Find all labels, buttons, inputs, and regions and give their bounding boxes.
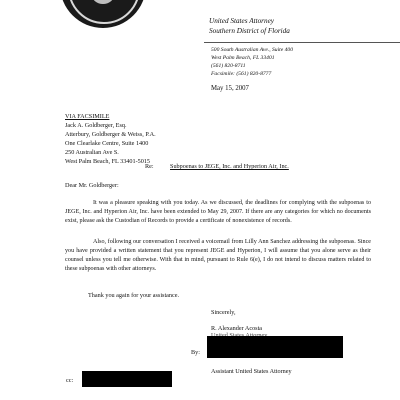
closing-line: Thank you again for your assistance. bbox=[88, 292, 180, 299]
address-line2: West Palm Beach, FL 33401 bbox=[211, 55, 275, 61]
assistant-title: Assistant United States Attorney bbox=[211, 368, 292, 375]
recipient-name: Jack A. Goldberger, Esq. bbox=[65, 122, 127, 129]
delivery-method: VIA FACSIMILE bbox=[65, 113, 110, 120]
address-line1: 500 South Australian Ave., Suite 400 bbox=[211, 47, 293, 53]
address-fax: Facsimile: (561) 820-8777 bbox=[211, 71, 272, 77]
salutation: Dear Mr. Goldberger: bbox=[65, 182, 119, 189]
cc-label: cc: bbox=[66, 377, 74, 384]
address-phone: (561) 820-8711 bbox=[211, 63, 246, 69]
subject-label: Re: bbox=[145, 163, 154, 170]
by-label: By: bbox=[191, 349, 200, 356]
letterhead-office bbox=[209, 16, 290, 36]
department-seal bbox=[60, 0, 146, 28]
recipient-firm: Atterbury, Goldberger & Weiss, P.A. bbox=[65, 131, 156, 138]
subject-line: Subpoenas to JEGE, Inc. and Hyperion Air, Inc. bbox=[170, 163, 289, 170]
valediction: Sincerely, bbox=[211, 309, 236, 316]
letterhead-divider bbox=[204, 42, 400, 43]
cc-redaction bbox=[82, 371, 172, 387]
letterhead-office-line2: Southern District of Florida bbox=[209, 27, 290, 35]
office-address bbox=[211, 46, 293, 78]
recipient-block bbox=[65, 112, 156, 166]
letter-date: May 15, 2007 bbox=[211, 85, 249, 92]
signature-redaction bbox=[207, 336, 343, 358]
recipient-street: 250 Australian Ave S. bbox=[65, 149, 119, 156]
letterhead-office-line1: United States Attorney bbox=[209, 17, 274, 25]
body-paragraph-2: Also, following our conversation I received a voicemail from Lilly Ann Sanchez addressing the subpoenas. Since you have provided a written statement that you represent JEGE and Hyperion, I will assume that you alone serve as their counsel unless you tell me otherwise. With that in mind, pursuant to Rule 6(e), I do not intend to discuss matters related to these subpoenas with other attorneys. bbox=[65, 239, 371, 272]
recipient-city: West Palm Beach, FL 33401-5015 bbox=[65, 158, 151, 165]
signer-name: R. Alexander Acosta bbox=[211, 325, 263, 332]
body-paragraph-1: It was a pleasure speaking with you today. As we discussed, the deadlines for complying with the subpoenas to JEGE, Inc. and Hyperion Air, Inc. have been extended to May 29, 2007. If there are any categories for which no documents exist, please ask the Custodian of Records to provide a certificate of nonexistence of records. bbox=[65, 200, 371, 224]
recipient-building: One Clearlake Centre, Suite 1400 bbox=[65, 140, 149, 147]
